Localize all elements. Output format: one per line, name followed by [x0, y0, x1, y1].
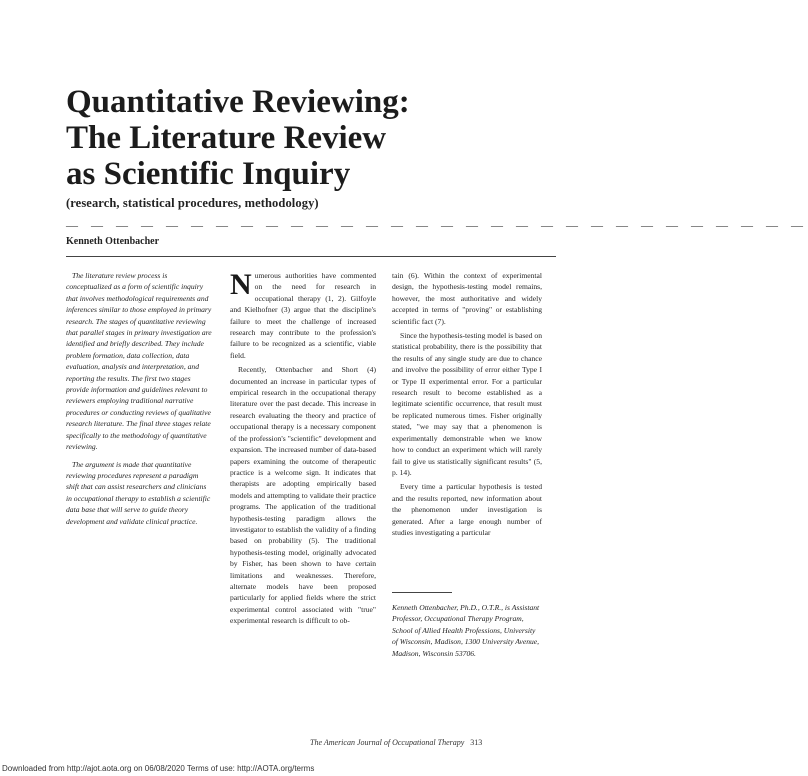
body-column-2	[392, 270, 542, 541]
body-paragraph-1-text: umerous authorities have commented on the need for research in occupational therapy (1, 2). Gilfoyle and Kielhofner (3) argue that the discipline's failure to meet the challenge of increased research may contribute to the profession's failure to be recognized as a scientific, viable field.	[230, 271, 376, 360]
body-paragraph-3: tain (6). Within the context of experimental design, the hypothesis-testing model remains, however, the most authoritative and widely accepted in terms of "proving" or establishing scientific fact (7).	[392, 271, 542, 326]
body-paragraph-2: Recently, Ottenbacher and Short (4) documented an increase in particular types of empirical research in the occupational therapy literature over the past decade. This increase in research evaluating the theory and practice of occupational therapy is a necessary component of the profession's "scientific" development and expansion. The increased number of data-based papers examining the outcome of therapeutic practice is a welcome sign. It indicates that therapists are adopting empirically based models and attempting to validate their practice programs. The application of the traditional hypothesis-testing paradigm allows the investigator to establish the validity of a finding based on probability (5). The traditional hypothesis-testing model, originally advocated by Fisher, has been shown to have certain limitations and weaknesses. Therefore, alternate models have been proposed particularly for applied fields where the strict experimental control associated with "true" experimental research is difficult to ob-	[230, 365, 376, 626]
journal-name: The American Journal of Occupational Therapy	[310, 738, 465, 747]
page-number: 313	[470, 738, 483, 747]
author-name: Kenneth Ottenbacher	[66, 236, 160, 247]
download-notice: Downloaded from http://ajot.aota.org on 06/08/2020 Terms of use: http://AOTA.org/terms	[2, 764, 315, 773]
abstract	[66, 270, 212, 533]
keywords: (research, statistical procedures, methodology)	[66, 196, 319, 210]
dashed-divider: — — — — — — — — — — — — — — — — — — — — — — — — — — — — — —	[66, 218, 808, 232]
body-column-1	[230, 270, 376, 630]
page-footer	[310, 738, 555, 747]
title-line-1: Quantitative Reviewing:	[66, 84, 410, 120]
abstract-paragraph-2: The argument is made that quantitative reviewing procedures represent a paradigm shift that can assist researchers and clinicians in occupational therapy to establish a scientific data base that will serve to guide theory development and validate clinical practice.	[66, 459, 211, 526]
title-line-2: The Literature Review	[66, 120, 387, 156]
body-paragraph-4: Since the hypothesis-testing model is based on statistical probability, there is the possibility that the results of any single study are due to chance and involve the possibility of error either Type I or Type II experimental error. For a particular research result to become established as a legitimate scientific occurrence, that result must be replicated numerous times. Fisher originally stated, "we may say that a phenomenon is experimentally demonstrable when we know how to conduct an experiment which will rarely fail to give us statistically significant results" (5, p. 14).	[392, 331, 542, 477]
title-line-3: as Scientific Inquiry	[66, 156, 351, 192]
abstract-paragraph-1: The literature review process is conceptualized as a form of scientific inquiry that involves methodological requirements and inferences similar to those employed in primary research. The stages of quantitative reviewing that parallel stages in primary investigation are identified and briefly described. They include problem formation, data collection, data evaluation, analysis and interpretation, and reporting the results. The first two stages provide information and guidelines relevant to reviewers employing traditional narrative procedures or conducting reviews of qualitative research literature. The final three stages relate specifically to the methodology of quantitative reviewing.	[66, 271, 212, 452]
header-rule	[66, 256, 556, 257]
author-bio: Kenneth Ottenbacher, Ph.D., O.T.R., is Assistant Professor, Occupational Therapy Program, School of Allied Health Professions, University of Wisconsin, Madison, 1300 University Avenue, Madison, Wisconsin 53706.	[392, 603, 540, 658]
article-title	[66, 84, 546, 192]
body-paragraph-5: Every time a particular hypothesis is tested and the results reported, new information about the phenomenon under investigation is generated. After a large enough number of studies investigating a particular	[392, 482, 542, 537]
drop-cap: N	[230, 268, 252, 301]
body-paragraph-1	[230, 270, 376, 361]
bio-divider	[392, 592, 452, 593]
